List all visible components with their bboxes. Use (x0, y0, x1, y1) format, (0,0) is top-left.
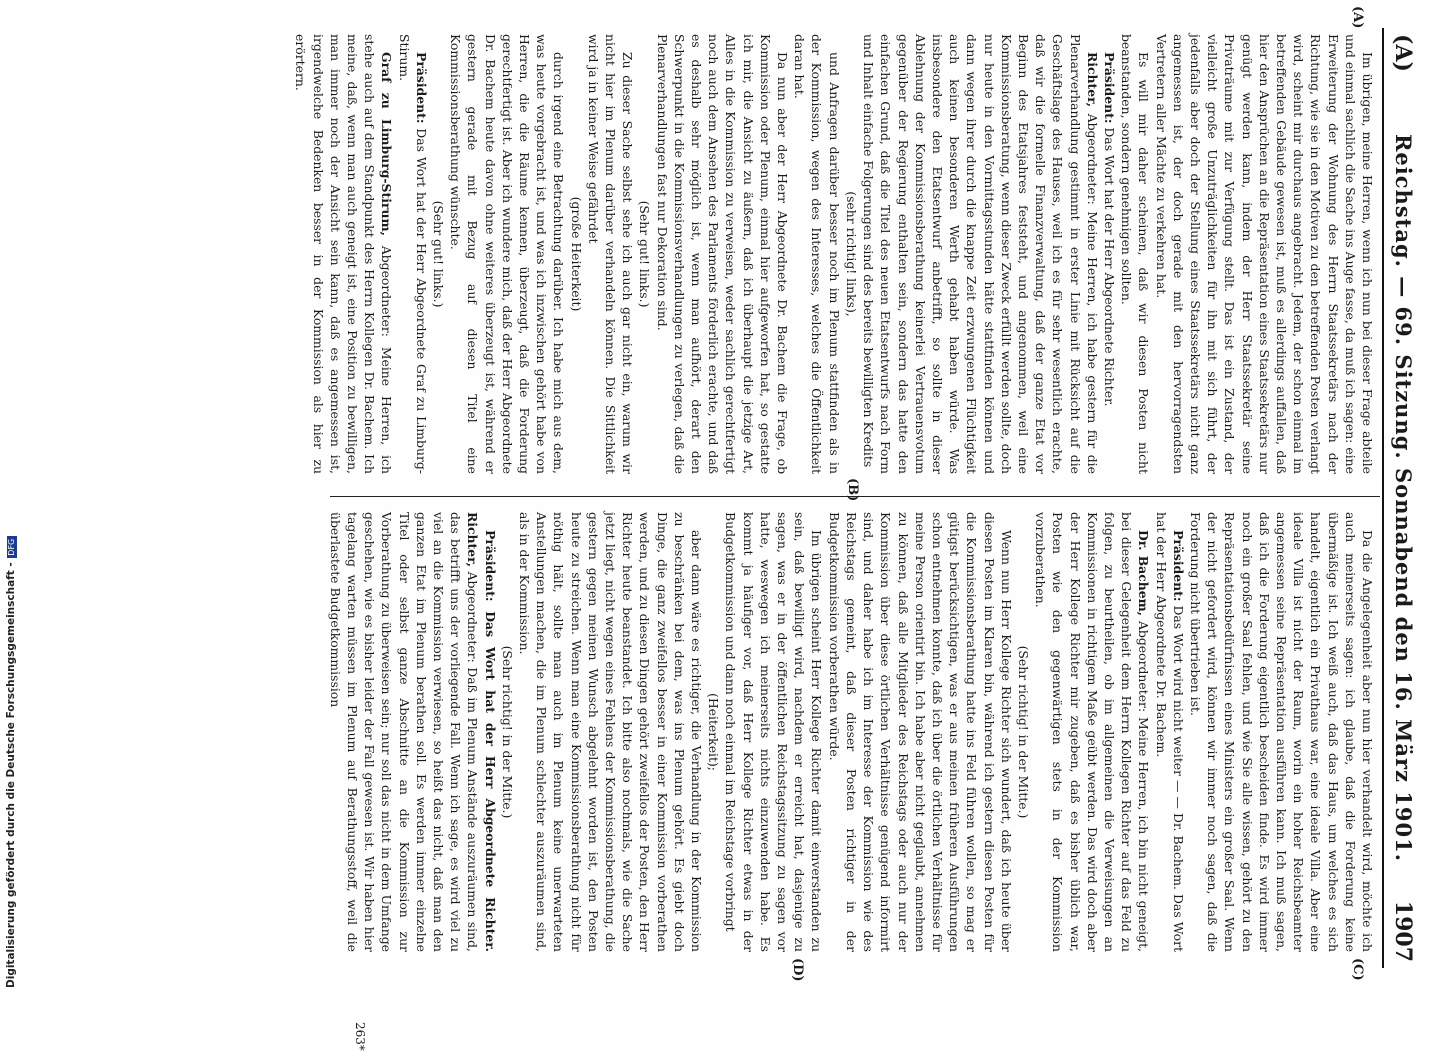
interjection: (Heiterkeit); (706, 693, 722, 771)
paragraph: Präsident: Das Wort hat der Herr Abgeordnete Richter. (1101, 52, 1117, 407)
paragraph: Graf zu Limburg-Stirum, Abgeordneter: Meine Herren, ich stehe auch auf dem Standpunkt des Herrn Kollegen Dr. Bachem. Ich meine, daß, wenn man auch geneigt ist, eine Position zu bewilligen, man immer noch der Ansicht sein kann, daß es angemessen ist, irgendwelche Bedenken besser in der Kommission als hier zu erörtern. (293, 34, 395, 474)
margin-mark-b: (B) (845, 478, 860, 502)
margin-mark-a: (A) (1390, 34, 1416, 72)
page-header (1386, 28, 1420, 968)
paragraph: Präsident: Das Wort hat der Herr Abgeordnete Graf zu Limburg-Stirum. (396, 34, 429, 474)
paragraph: und Anfragen darüber besser noch im Plenum stattfinden als in der Kommission, wegen des Interesses, welches die Öffentlichkeit daran hat. (792, 34, 842, 474)
paragraph: Richter, Abgeordneter: Meine Herren, ich habe gestern für die Plenarverhandlung gestimmt in erster Linie mit Rücksicht auf die Geschäftslage des Hauses, weil ich es für sehr wesentlich erachte, daß wir die formelle Finanzverwaltung, daß der ganze Etat vor Beginn des Etatsjahres feststeht, und angenommen, weil eine Kommissionsberatung, wenn dieser Zweck erfüllt werden sollte, doch nur heute in den Vormittagsstunden hätte stattfinden können und dann wegen ihrer durch die knappe Zeit erzwungenen Flüchtigkeit auch keinen besonderen Werth gehabt haben würde. Was insbesondere den Etatsentwurf anbetrifft, so sollte in dieser Ablehnung der Kommissionsberathung keinerlei Vertrauensvotum gegenüber der Regierung enthalten sein, sondern das hatte den einfachen Grund, daß die Titel des neuen Etatsentwurfs nach Form und Inhalt einfache Folgerungen sind des bereits bewilligten Kredits (861, 34, 1100, 474)
paragraph: Wenn nun Herr Kollege Richter sich wundert, daß ich heute über diesen Posten im Klaren bin, während ich gestern diesen Posten für die Kommissionsberathung hatte ins Feld führen wollen, so mag er gütigst berücksichtigen, was er aus meinen früheren Ausführungen schon entnehmen konnte, daß ich über die örtlichen Verhältnisse für meine Person orientirt bin. Ich habe aber nicht geglaubt, annehmen zu können, daß alle Mitglieder des Reichstags oder auch nur der Kommission über diese örtlichen Verhältnisse genügend informirt sind, und daher habe ich im Interesse der Kommission wie des Reichstags gemeint, daß dieser Posten richtiger in der Budgetkommission vorberathen würde. (826, 512, 1014, 952)
paragraph: aber dann wäre es richtiger, die Verhandlung in der Kommission zu beschränken bei dem, was ins Plenum gehört. Es giebt doch Dinge, die ganz zweifellos besser in einer Kommission vorberathen werden, und zu diesen Dingen gehört zweifellos der Posten, den Herr Richter heute beanstandet. Ich bitte also nochmals, wie die Sache jetzt liegt, nicht wegen eines Fehlens der Kommissionsberathung, die gestern gegen meinen Wunsch abgelehnt worden ist, den Posten heute zu streichen. Wenn man eine Kommissionsberathung nicht für nöthig hält, sollte man auch im Plenum keine unerwarteten Anstellungen machen, die im Plenum schlechter auszuräumen sind, als in der Kommission. (517, 512, 705, 952)
column-left (292, 34, 1376, 474)
sheet-number: 263* (352, 1022, 367, 1051)
interjection: (Sehr gut! links.) (637, 200, 653, 308)
paragraph: Dr. Bachem, Abgeordneter: Meine Herren, ich bin nicht geneigt, bei dieser Gelegenheit dem Herrn Kollegen Richter auf das Feld zu folgen, zu beurtheilen, ob im allgemeinen die Verweisungen an Kommissionen in richtigem Maße geübt werden. Das wird doch aber der Herr Kollege Richter mir zugeben, daß es bisher üblich war, Posten wie den gegenwärtigen stets in der Kommission vorzuberathen. (1033, 512, 1152, 952)
dfg-logo-icon: DFG (7, 536, 17, 558)
interjection: (Sehr richtig! in der Mitte.) (499, 645, 515, 819)
header-rule (1382, 28, 1384, 968)
paragraph: Da nun aber der Herr Abgeordnete Dr. Bachem die Frage, ob Kommission oder Plenum, einmal hier aufgeworfen hat, so gestatte ich mir, die Ansicht zu äußern, daß ich überhaupt die jetzige Art, Alles in die Kommission zu verweisen, weder sachlich gerechtfertigt noch auch dem Ansehen des Parlaments förderlich erachte, und daß es deshalb sehr möglich ist, wenn man aufhört, derart den Schwerpunkt in die Kommissionsverhandlungen zu verlegen, daß die Plenarverhandlungen fast nur Dekoration sind. (654, 34, 791, 474)
page-number: 1907 (1390, 900, 1416, 962)
paragraph: Zu dieser Sache selbst sehe ich auch gar nicht ein, warum wir nicht hier im Plenum darüber verhandeln können. Die Sittlichkeit wird ja in keiner Weise gefährdet (585, 34, 636, 474)
paragraph: Da die Angelegenheit aber nun hier verhandelt wird, möchte ich auch meinerseits sagen: ich glaube, daß die Forderung keine übermäßige ist. Ich weiß auch, daß das Haus, um welches es sich handelt, eigentlich ein Privathaus war, eine ideale Villa. Aber eine ideale Villa ist nicht der Raum, worin ein hoher Reichsbeamter angemessen seine Repräsentation ausführen kann. Ich muß sagen, daß ich die Forderung eigentlich bescheiden finde. Es wird immer noch ein großer Saal fehlen, und wie Sie alle wissen, gehört zu den Repräsentationsbedürfnissen eines Ministers ein großer Saal. Wenn der nicht gefordert wird, können wir immer noch sagen, daß die Forderung nicht übertrieben ist. (1187, 512, 1375, 952)
running-title: Reichstag. — 69. Sitzung. Sonnabend den 16. März 1901. (1391, 133, 1416, 863)
paragraph: Im übrigen, meine Herren, wenn ich nun bei dieser Frage abteile und einmal sachlich die Sache ins Auge fasse, da muß ich sagen: eine Erweiterung der Wohnung des Herrn Staatssekretärs nach der Richtung, wie sie in den Motiven zu den betreffenden Posten verlangt wird, scheint mir durchaus angebracht. Jedem, der schon einmal im betreffenden Gebäude gewesen ist, muß es allerdings auffallen, daß hier den Ansprüchen an die Repräsentation eines Staatssekretärs nur genügt werden kann, indem der Herr Staatssekretär seine Privaträume mit zur Verfügung stellt. Das ist ein Zustand, der vielleicht große Unzuträglichkeiten für ihn mit sich führt, der jedenfalls aber doch der Stellung eines Staatssekretärs nicht ganz angemessen ist, der doch gerade mit den hervorragendsten Vertretern aller Mächte zu verkehren hat. (1153, 34, 1375, 474)
column-right (327, 512, 1376, 1051)
margin-mark-d: (D) (790, 958, 805, 982)
interjection: (sehr richtig! links), (843, 191, 859, 317)
paragraph: Präsident: Das Wort wird nicht weiter — — Dr. Bachem. Das Wort hat der Herr Abgeordnete Dr. Bachem. (1153, 512, 1186, 952)
interjection: (Sehr gut! links.) (431, 200, 447, 308)
margin-mark-c: (C) (1350, 958, 1365, 981)
margin-mark-a-left: (A) (1350, 6, 1365, 29)
rotated-page-content (85, 6, 1420, 1051)
interjection: (Sehr richtig! in der Mitte.) (1015, 645, 1031, 819)
interjection: (große Heiterkeit) (568, 196, 584, 312)
digitization-credit: Digitalisierung gefördert durch die Deutsche Forschungsgemeinschaft -DFG (0, 0, 22, 1000)
paragraph: Im übrigen scheint Herr Kollege Richter damit einverstanden zu sein, daß bewilligt wird, nachdem er erreicht hat, dasjenige zu sagen, was er in der öffentlichen Reichstagssitzung zu sagen vor hatte, weswegen ich meinerseits nichts einzuwenden habe. Es kommt ja häufiger vor, daß Herr Kollege Richter etwas in der Budgetkommission und dann noch einmal im Reichstage vorbringt (723, 512, 825, 952)
paragraph: Es will mir daher scheinen, daß wir diesen Posten nicht beanstanden, sondern genehmigen sollten. (1119, 34, 1152, 474)
paragraph: Präsident: Das Wort hat der Herr Abgeordnete Richter. Richter, Abgeordneter: Daß im Plenum Anstände auszuräumen sind, das betrifft uns der vorliegende Fall. Wenn ich sage, es wird viel zu viel an die Kommission verwiesen, so heißt das nicht, daß man den ganzen Etat im Plenum berathen soll. Es werden immer einzelne Titel oder selbst ganze Abschnitte an die Kommission zur Vorberathung zu überweisen sein; nur soll das nicht in dem Umfange geschehen, wie es bisher leider der Fall gewesen ist. Wir haben hier tagelang warten müssen im Plenum auf Berathungsstoff, weil die überlastete Budgetkommission (327, 512, 498, 952)
paragraph: durch irgend eine Betrachtung darüber. Ich habe mich aus dem, was heute vorgebracht ist, und was ich inzwischen gehört habe von Herren, die die Räume kennen, überzeugt, daß die Forderung gerechtfertigt ist. Aber ich wundere mich, daß der Herr Abgeordnete Dr. Bachem heute davon ohne weiteres überzeugt ist, während er gestern gerade mit Bezug auf diesen Titel eine Kommissionsberathung wünschte. (448, 34, 567, 474)
